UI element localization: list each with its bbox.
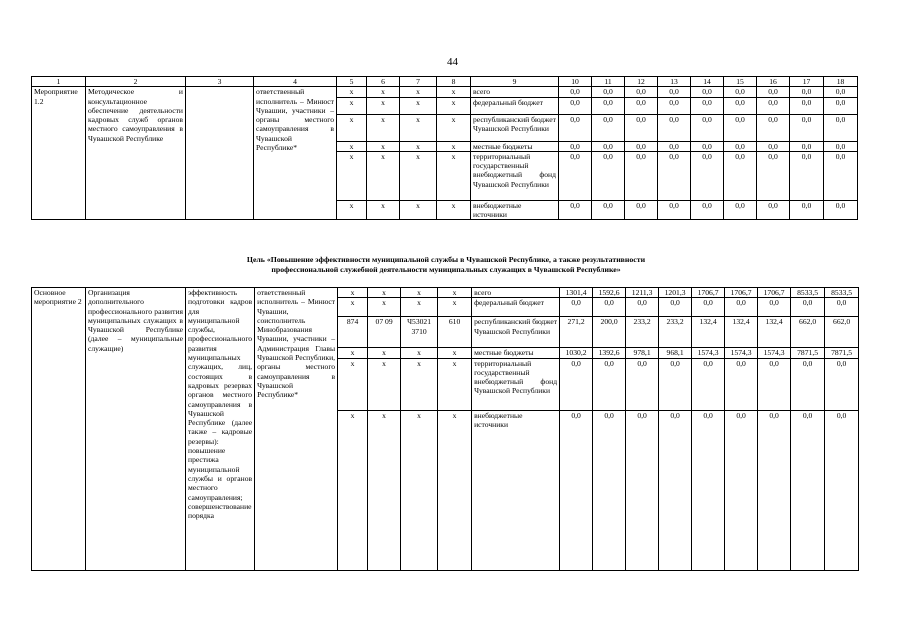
grbs-code-cell: x [337, 200, 367, 220]
amount-cell: 0,0 [626, 358, 659, 410]
target-article-cell: x [401, 288, 438, 298]
program-item-indicators: эффективность подготовки кадров для муниципальной службы, профессионального развития муниципальных служащих, лиц, состоящих в кадровых резервах органов местного самоуправления в Чувашской Республике (далее также – кадровые резервы): повышение престижа муниципальной службы и органов местного самоуправления; совершенствование порядка [186, 288, 255, 571]
section-code-cell: x [367, 151, 400, 200]
amount-cell: 0,0 [559, 200, 592, 220]
amount-cell: 0,0 [658, 151, 691, 200]
program-item-executors: ответственный исполнитель – Минюст Чувашии, участники – органы местного самоуправления в Чувашской Республике* [254, 87, 337, 220]
funding-source-cell: республиканский бюджет Чувашской Республики [471, 114, 559, 141]
goal-heading [31, 255, 861, 275]
program-item-description: Методическое и консультационное обеспечение деятельности кадровых служб органов местного самоуправления в Чувашской Республике [86, 87, 186, 220]
header-cell: 3 [186, 77, 254, 87]
amount-cell: 0,0 [824, 151, 858, 200]
amount-cell: 0,0 [691, 141, 724, 151]
amount-cell: 0,0 [559, 151, 592, 200]
header-cell: 4 [254, 77, 337, 87]
target-article-cell: x [400, 114, 437, 141]
amount-cell: 0,0 [724, 87, 757, 97]
amount-cell: 1592,6 [593, 288, 626, 298]
amount-cell: 0,0 [691, 114, 724, 141]
grbs-code-cell: x [337, 97, 367, 114]
amount-cell: 0,0 [692, 410, 725, 570]
expense-type-cell: x [437, 200, 471, 220]
funding-source-cell: внебюджетные источники [472, 410, 560, 570]
target-article-cell: x [400, 200, 437, 220]
amount-cell: 0,0 [757, 97, 790, 114]
expense-type-cell: x [438, 410, 472, 570]
amount-cell: 0,0 [658, 141, 691, 151]
header-cell: 18 [824, 77, 858, 87]
amount-cell: 0,0 [593, 298, 626, 317]
amount-cell: 0,0 [626, 410, 659, 570]
header-cell: 17 [790, 77, 824, 87]
amount-cell: 0,0 [724, 200, 757, 220]
table-lower [31, 287, 859, 571]
amount-cell: 1574,3 [725, 348, 758, 358]
header-cell: 13 [658, 77, 691, 87]
amount-cell: 1706,7 [758, 288, 791, 298]
section-code-cell: x [367, 141, 400, 151]
expense-type-cell: x [437, 114, 471, 141]
amount-cell: 0,0 [725, 410, 758, 570]
grbs-code-cell: x [338, 288, 368, 298]
header-cell: 10 [559, 77, 592, 87]
amount-cell: 0,0 [692, 358, 725, 410]
table-upper [31, 76, 858, 220]
amount-cell: 0,0 [692, 298, 725, 317]
amount-cell: 8533,5 [791, 288, 825, 298]
amount-cell: 0,0 [659, 410, 692, 570]
funding-source-cell: территориальный государственный внебюджетный фонд Чувашской Республики [472, 358, 560, 410]
funding-source-cell: всего [472, 288, 560, 298]
amount-cell: 0,0 [625, 87, 658, 97]
amount-cell: 8533,5 [825, 288, 859, 298]
amount-cell: 0,0 [790, 141, 824, 151]
amount-cell: 0,0 [758, 298, 791, 317]
table-row [32, 288, 859, 298]
amount-cell: 0,0 [559, 114, 592, 141]
amount-cell: 0,0 [559, 141, 592, 151]
amount-cell: 0,0 [790, 200, 824, 220]
expense-type-cell: 610 [438, 317, 472, 348]
amount-cell: 0,0 [757, 141, 790, 151]
amount-cell: 0,0 [758, 358, 791, 410]
target-article-cell: x [400, 97, 437, 114]
grbs-code-cell: x [337, 87, 367, 97]
amount-cell: 7871,5 [791, 348, 825, 358]
amount-cell: 1201,3 [659, 288, 692, 298]
table-row [32, 87, 858, 97]
amount-cell: 0,0 [625, 151, 658, 200]
amount-cell: 0,0 [593, 410, 626, 570]
funding-source-cell: территориальный государственный внебюджетный фонд Чувашской Республики [471, 151, 559, 200]
amount-cell: 200,0 [593, 317, 626, 348]
header-row [32, 77, 858, 87]
amount-cell: 0,0 [593, 358, 626, 410]
goal-line-2: профессиональной служебной деятельности муниципальных служащих в Чувашской Республике» [271, 265, 621, 274]
target-article-cell: x [401, 358, 438, 410]
section-code-cell: x [367, 200, 400, 220]
amount-cell: 233,2 [626, 317, 659, 348]
amount-cell: 0,0 [724, 114, 757, 141]
amount-cell: 0,0 [560, 410, 593, 570]
amount-cell: 0,0 [592, 97, 625, 114]
funding-source-cell: всего [471, 87, 559, 97]
header-cell: 12 [625, 77, 658, 87]
target-article-cell: x [401, 410, 438, 570]
amount-cell: 1392,6 [593, 348, 626, 358]
amount-cell: 0,0 [825, 358, 859, 410]
amount-cell: 0,0 [725, 358, 758, 410]
amount-cell: 0,0 [825, 298, 859, 317]
expense-type-cell: x [438, 358, 472, 410]
amount-cell: 0,0 [790, 97, 824, 114]
amount-cell: 0,0 [559, 97, 592, 114]
program-item-name: Основное мероприятие 2 [32, 288, 86, 571]
amount-cell: 0,0 [758, 410, 791, 570]
amount-cell: 0,0 [790, 87, 824, 97]
amount-cell: 0,0 [625, 200, 658, 220]
grbs-code-cell: 874 [338, 317, 368, 348]
expense-type-cell: x [438, 348, 472, 358]
funding-source-cell: местные бюджеты [471, 141, 559, 151]
amount-cell: 0,0 [625, 114, 658, 141]
header-cell: 8 [437, 77, 471, 87]
section-code-cell: x [367, 114, 400, 141]
amount-cell: 0,0 [790, 114, 824, 141]
amount-cell: 978,1 [626, 348, 659, 358]
header-cell: 7 [400, 77, 437, 87]
amount-cell: 0,0 [658, 200, 691, 220]
amount-cell: 0,0 [724, 151, 757, 200]
amount-cell: 1706,7 [692, 288, 725, 298]
program-item-indicators [186, 87, 254, 220]
section-code-cell: x [368, 358, 401, 410]
program-item-description: Организация дополнительного профессионального развития муниципальных служащих в Чувашской Республике (далее – муниципальные служащие) [86, 288, 186, 571]
amount-cell: 1211,3 [626, 288, 659, 298]
funding-source-cell: республиканский бюджет Чувашской Республики [472, 317, 560, 348]
expense-type-cell: x [438, 288, 472, 298]
funding-source-cell: местные бюджеты [472, 348, 560, 358]
amount-cell: 0,0 [592, 200, 625, 220]
amount-cell: 0,0 [824, 141, 858, 151]
amount-cell: 0,0 [757, 87, 790, 97]
amount-cell: 0,0 [691, 200, 724, 220]
grbs-code-cell: x [338, 410, 368, 570]
amount-cell: 0,0 [658, 87, 691, 97]
header-cell: 14 [691, 77, 724, 87]
header-cell: 11 [592, 77, 625, 87]
amount-cell: 0,0 [659, 358, 692, 410]
funding-source-cell: федеральный бюджет [471, 97, 559, 114]
amount-cell: 0,0 [724, 97, 757, 114]
target-article-cell: x [400, 87, 437, 97]
header-cell: 5 [337, 77, 367, 87]
amount-cell: 0,0 [659, 298, 692, 317]
amount-cell: 0,0 [625, 141, 658, 151]
amount-cell: 0,0 [757, 200, 790, 220]
amount-cell: 0,0 [626, 298, 659, 317]
amount-cell: 132,4 [692, 317, 725, 348]
header-cell: 1 [32, 77, 86, 87]
expense-type-cell: x [438, 298, 472, 317]
amount-cell: 0,0 [658, 97, 691, 114]
section-code-cell: x [368, 288, 401, 298]
amount-cell: 662,0 [825, 317, 859, 348]
header-cell: 9 [471, 77, 559, 87]
amount-cell: 233,2 [659, 317, 692, 348]
target-article-cell: x [401, 348, 438, 358]
grbs-code-cell: x [338, 348, 368, 358]
amount-cell: 0,0 [824, 200, 858, 220]
amount-cell: 0,0 [757, 151, 790, 200]
program-item-name: Мероприятие 1.2 [32, 87, 86, 220]
section-code-cell: x [368, 410, 401, 570]
amount-cell: 0,0 [592, 87, 625, 97]
amount-cell: 0,0 [725, 298, 758, 317]
amount-cell: 1706,7 [725, 288, 758, 298]
amount-cell: 1301,4 [560, 288, 593, 298]
amount-cell: 7871,5 [825, 348, 859, 358]
amount-cell: 0,0 [658, 114, 691, 141]
amount-cell: 1030,2 [560, 348, 593, 358]
amount-cell: 0,0 [757, 114, 790, 141]
funding-source-cell: федеральный бюджет [472, 298, 560, 317]
section-code-cell: x [368, 298, 401, 317]
amount-cell: 662,0 [791, 317, 825, 348]
amount-cell: 0,0 [724, 141, 757, 151]
expense-type-cell: x [437, 141, 471, 151]
goal-line-1: Цель «Повышение эффективности муниципальной службы в Чувашской Республике, а также результативности [246, 255, 646, 264]
amount-cell: 0,0 [790, 151, 824, 200]
amount-cell: 0,0 [592, 141, 625, 151]
expense-type-cell: x [437, 97, 471, 114]
header-cell: 2 [86, 77, 186, 87]
amount-cell: 0,0 [825, 410, 859, 570]
target-article-cell: x [400, 141, 437, 151]
amount-cell: 0,0 [791, 298, 825, 317]
target-article-cell: x [400, 151, 437, 200]
amount-cell: 1574,3 [692, 348, 725, 358]
section-code-cell: 07 09 [368, 317, 401, 348]
expense-type-cell: x [437, 87, 471, 97]
amount-cell: 0,0 [560, 298, 593, 317]
amount-cell: 1574,3 [758, 348, 791, 358]
grbs-code-cell: x [337, 141, 367, 151]
amount-cell: 0,0 [691, 97, 724, 114]
amount-cell: 0,0 [691, 151, 724, 200]
amount-cell: 0,0 [824, 114, 858, 141]
header-cell: 6 [367, 77, 400, 87]
amount-cell: 0,0 [824, 87, 858, 97]
amount-cell: 0,0 [592, 114, 625, 141]
amount-cell: 0,0 [691, 87, 724, 97]
target-article-cell: x [401, 298, 438, 317]
program-item-executors: ответственный исполнитель – Минюст Чувашии, соисполнитель Минобразования Чувашии, участники – Администрация Главы Чувашской Республики, органы местного самоуправления в Чувашской Республике* [255, 288, 338, 571]
grbs-code-cell: x [338, 358, 368, 410]
header-cell: 15 [724, 77, 757, 87]
amount-cell: 0,0 [791, 358, 825, 410]
amount-cell: 0,0 [560, 358, 593, 410]
funding-source-cell: внебюджетные источники [471, 200, 559, 220]
grbs-code-cell: x [337, 114, 367, 141]
amount-cell: 0,0 [824, 97, 858, 114]
amount-cell: 132,4 [725, 317, 758, 348]
amount-cell: 0,0 [625, 97, 658, 114]
amount-cell: 0,0 [791, 410, 825, 570]
page-number: 44 [447, 56, 458, 68]
section-code-cell: x [368, 348, 401, 358]
amount-cell: 0,0 [559, 87, 592, 97]
section-code-cell: x [367, 87, 400, 97]
amount-cell: 132,4 [758, 317, 791, 348]
expense-type-cell: x [437, 151, 471, 200]
grbs-code-cell: x [337, 151, 367, 200]
amount-cell: 0,0 [592, 151, 625, 200]
amount-cell: 271,2 [560, 317, 593, 348]
amount-cell: 968,1 [659, 348, 692, 358]
header-cell: 16 [757, 77, 790, 87]
section-code-cell: x [367, 97, 400, 114]
target-article-cell: Ч53021 3710 [401, 317, 438, 348]
grbs-code-cell: x [338, 298, 368, 317]
